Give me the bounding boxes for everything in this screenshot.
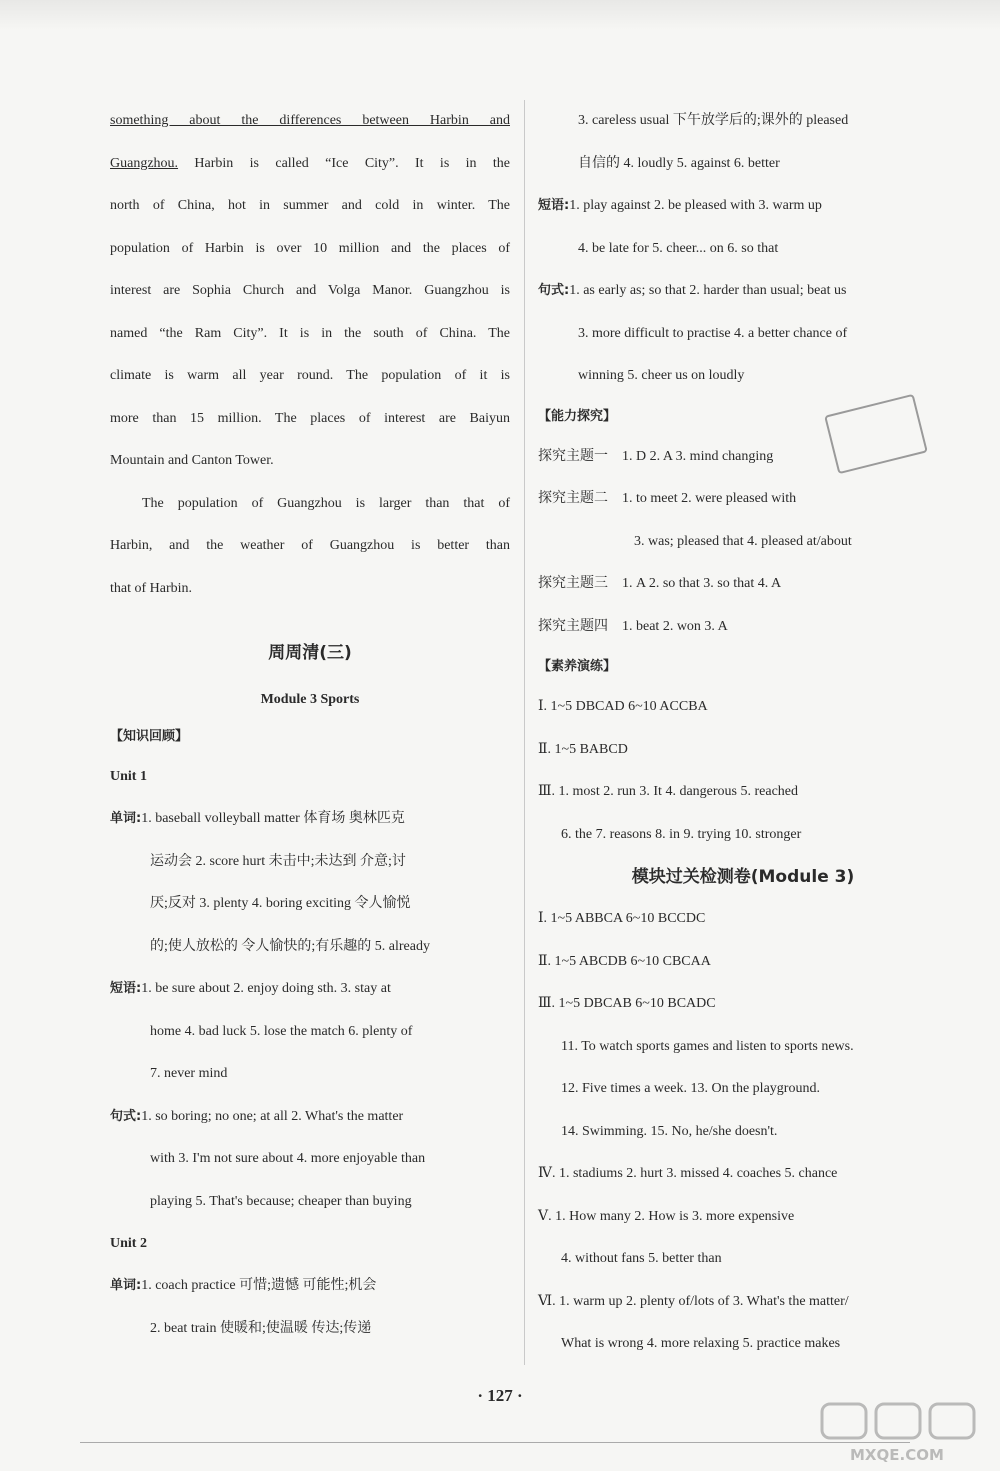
test-line: Ⅰ. 1~5 ABBCA 6~10 BCCDC: [538, 911, 706, 926]
explore-answers: 1. to meet 2. were pleased with: [622, 491, 797, 506]
svg-text:MXQE.COM: MXQE.COM: [850, 1446, 944, 1464]
essay-line: something about the differences between Harbin and: [110, 113, 510, 128]
practice-heading: 【素养演练】: [538, 659, 617, 674]
column-divider: [524, 100, 525, 1365]
explore-answers: 1. A 2. so that 3. so that 4. A: [622, 576, 782, 591]
unit1-heading: Unit 1: [110, 769, 147, 784]
test-line: Ⅱ. 1~5 ABCDB 6~10 CBCAA: [538, 953, 711, 969]
test-title: 模块过关检测卷(Module 3): [631, 867, 855, 887]
sentence-line: playing 5. That's because; cheaper than buying: [150, 1193, 412, 1209]
left-column: [110, 100, 510, 1350]
section-title: 周周清(三): [268, 643, 352, 663]
test-line: What is wrong 4. more relaxing 5. practice makes: [561, 1336, 841, 1351]
phrase-label: 短语:: [110, 981, 142, 996]
test-line: 12. Five times a week. 13. On the playground.: [561, 1081, 820, 1096]
vocab-line: 的;使人放松的 令人愉快的;有乐趣的 5. already: [150, 938, 430, 954]
phrase-line: 1. play against 2. be pleased with 3. warm up: [569, 198, 822, 213]
test-line: Ⅴ. 1. How many 2. How is 3. more expensive: [538, 1208, 795, 1224]
sentence-label: 句式:: [538, 283, 570, 298]
phrase-line: home 4. bad luck 5. lose the match 6. plenty of: [150, 1023, 413, 1039]
explore-label: 探究主题三: [538, 576, 608, 591]
practice-line: Ⅲ. 1. most 2. run 3. It 4. dangerous 5. reached: [538, 784, 798, 799]
essay-line: Guangzhou. Harbin is called “Ice City”. It is in the: [110, 155, 510, 171]
vocab-label: 单词:: [110, 1278, 142, 1293]
practice-line: Ⅰ. 1~5 DBCAD 6~10 ACCBA: [538, 699, 708, 714]
essay-line-rest: Harbin is called “Ice City”. It is in the: [178, 155, 510, 171]
test-line: Ⅵ. 1. warm up 2. plenty of/lots of 3. What's the matter/: [538, 1293, 849, 1309]
explore-label: 探究主题一: [538, 448, 608, 464]
vocab-line: 1. baseball volleyball matter 体育场 奥林匹克: [141, 811, 405, 826]
essay-line: north of China, hot in summer and cold in winter. The: [110, 198, 510, 213]
test-line: Ⅲ. 1~5 DBCAB 6~10 BCADC: [538, 996, 716, 1011]
right-column: [538, 100, 948, 1366]
sentence-line: 1. as early as; so that 2. harder than usual; beat us: [569, 283, 847, 298]
essay-para2-line: that of Harbin.: [110, 580, 193, 596]
phrase-line: 7. never mind: [150, 1066, 228, 1081]
sentence-line: winning 5. cheer us on loudly: [578, 368, 745, 383]
essay-line: climate is warm all year round. The population of it is: [110, 368, 510, 383]
phrase-line: 1. be sure about 2. enjoy doing sth. 3. stay at: [141, 981, 391, 996]
vocab-line: 1. coach practice 可惜;遗憾 可能性;机会: [141, 1278, 377, 1293]
explore-answers: 1. D 2. A 3. mind changing: [622, 448, 774, 464]
explore-answers: 1. beat 2. won 3. A: [622, 618, 728, 634]
vocab-line: 厌;反对 3. plenty 4. boring exciting 令人愉悦: [150, 896, 411, 911]
sentence-label: 句式:: [110, 1108, 142, 1124]
test-line: 4. without fans 5. better than: [561, 1251, 722, 1266]
test-line: 11. To watch sports games and listen to sports news.: [561, 1038, 854, 1054]
essay-para2-line: Harbin, and the weather of Guangzhou is better than: [110, 538, 510, 553]
unit2-heading: Unit 2: [110, 1236, 147, 1251]
vocab-label: 单词:: [110, 811, 142, 826]
watermark-logo: [820, 1400, 990, 1466]
explore-label: 探究主题二: [538, 491, 608, 506]
vocab-line: 运动会 2. score hurt 未击中;未达到 介意;讨: [150, 853, 406, 869]
footer-rule: [80, 1442, 910, 1443]
essay-line: interest are Sophia Church and Volga Manor. Guangzhou is: [110, 283, 510, 298]
essay-line: Mountain and Canton Tower.: [110, 453, 274, 468]
essay-line: named “the Ram City”. It is in the south of China. The: [110, 325, 510, 341]
test-line: 14. Swimming. 15. No, he/she doesn't.: [561, 1123, 778, 1139]
essay-line: more than 15 million. The places of interest are Baiyun: [110, 410, 510, 426]
explore-label: 探究主题四: [538, 618, 608, 634]
essay-para2-line: The population of Guangzhou is larger than that of: [142, 495, 510, 511]
vocab-line: 自信的 4. loudly 5. against 6. better: [578, 155, 780, 171]
scan-shadow: [0, 0, 1000, 30]
explore-answers: 3. was; pleased that 4. pleased at/about: [634, 533, 852, 549]
sentence-line: 1. so boring; no one; at all 2. What's the matter: [141, 1108, 404, 1124]
test-line: Ⅳ. 1. stadiums 2. hurt 3. missed 4. coaches 5. chance: [538, 1166, 838, 1181]
practice-line: 6. the 7. reasons 8. in 9. trying 10. stronger: [561, 826, 802, 842]
module-title: Module 3 Sports: [260, 692, 360, 707]
page-number: · 127 ·: [477, 1386, 523, 1405]
ability-heading: 【能力探究】: [538, 408, 617, 424]
essay-line: population of Harbin is over 10 million and the places of: [110, 240, 510, 256]
vocab-line: 3. careless usual 下午放学后的;课外的 pleased: [578, 113, 849, 128]
sentence-line: with 3. I'm not sure about 4. more enjoyable than: [150, 1151, 426, 1166]
vocab-line: 2. beat train 使暖和;使温暖 传达;传递: [150, 1320, 372, 1336]
practice-line: Ⅱ. 1~5 BABCD: [538, 741, 628, 757]
sentence-line: 3. more difficult to practise 4. a better chance of: [578, 325, 848, 341]
phrase-label: 短语:: [538, 198, 570, 213]
review-heading: 【知识回顾】: [110, 729, 189, 744]
phrase-line: 4. be late for 5. cheer... on 6. so that: [578, 240, 779, 256]
